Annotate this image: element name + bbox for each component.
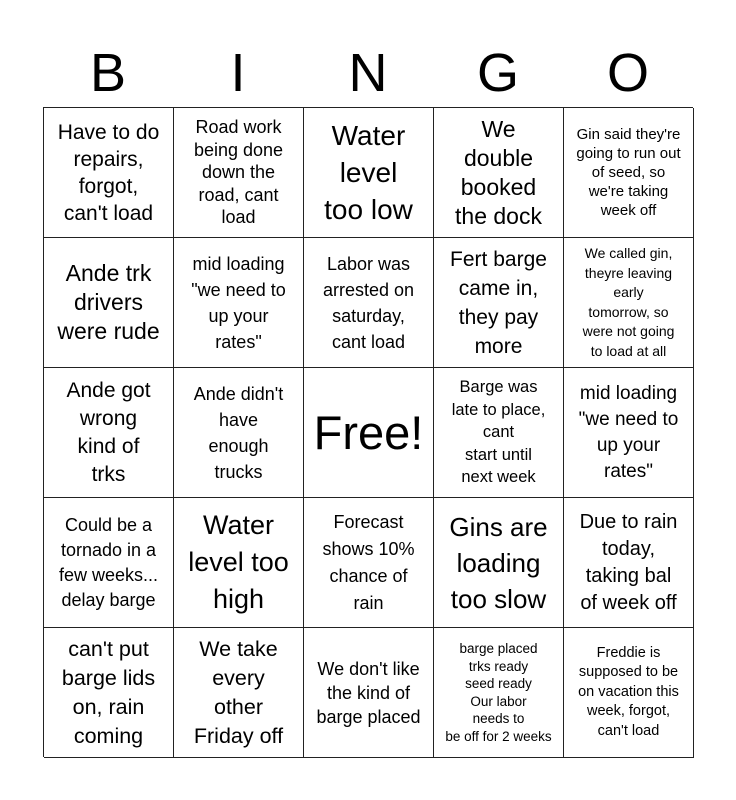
header-letter-b: B [89,43,127,103]
bingo-cell-r2c3[interactable] [304,238,434,368]
cell-text: Ande trk drivers were rude [57,260,160,344]
bingo-cell-r4c4[interactable] [434,498,564,628]
bingo-board [43,107,693,757]
cell-text: mid loading "we need to up your rates" [191,253,286,352]
cell-text: We don't like the kind of barge placed [316,658,421,727]
bingo-cell-r1c4[interactable] [434,108,564,238]
bingo-cell-r4c3[interactable] [304,498,434,628]
cell-text: Freddie is supposed to be on vacation this week, forgot, can't load [578,644,679,739]
cell-text: Due to rain today, taking bal of week off [579,510,678,614]
bingo-cell-r2c2[interactable] [174,238,304,368]
bingo-cell-r5c2[interactable] [174,628,304,758]
bingo-cell-r3c1[interactable] [44,368,174,498]
bingo-cell-r1c5[interactable] [564,108,694,238]
bingo-cell-free[interactable] [304,368,434,498]
cell-text: Labor was arrested on saturday, cant load [322,253,415,352]
bingo-cell-r4c5[interactable] [564,498,694,628]
cell-text: Gin said they're going to run out of seed, so we're taking week off [576,126,681,219]
bingo-cell-r2c4[interactable] [434,238,564,368]
cell-text: Barge was late to place, cant start until next week [451,378,546,487]
cell-text: We double booked the dock [455,115,542,229]
free-space-text: Free! [313,405,424,459]
bingo-cell-r4c2[interactable] [174,498,304,628]
cell-text: Could be a tornado in a few weeks... delay barge [58,514,159,610]
cell-text: We take every other Friday off [193,636,284,748]
bingo-cell-r3c4[interactable] [434,368,564,498]
cell-text: can't put barge lids on, rain coming [61,636,156,748]
cell-text: Ande didn't have enough trucks [193,383,284,482]
cell-text: mid loading "we need to up your rates" [578,382,679,482]
bingo-cell-r5c5[interactable] [564,628,694,758]
bingo-cell-r3c2[interactable] [174,368,304,498]
bingo-cell-r1c2[interactable] [174,108,304,238]
cell-text: Forecast shows 10% chance of rain [322,511,415,613]
bingo-cell-r5c3[interactable] [304,628,434,758]
bingo-cell-r4c1[interactable] [44,498,174,628]
bingo-cell-r1c1[interactable] [44,108,174,238]
bingo-cell-r2c5[interactable] [564,238,694,368]
cell-text: Gins are loading too slow [449,511,548,614]
cell-text: Have to do repairs, forgot, can't load [57,120,160,225]
cell-text: Fert barge came in, they pay more [450,247,547,358]
bingo-cell-r5c1[interactable] [44,628,174,758]
header-letter-g: G [476,43,519,103]
header-letter-i: I [230,43,246,103]
cell-text: We called gin, theyre leaving early tomorrow, so were not going to load at all [582,245,675,359]
cell-text: Water level too high [188,510,289,614]
header-letter-n: N [348,43,388,103]
cell-text: Water level too low [324,120,413,225]
bingo-cell-r3c5[interactable] [564,368,694,498]
bingo-cell-r1c3[interactable] [304,108,434,238]
cell-text: barge placed trks ready seed ready Our labor needs to be off for 2 weeks [445,641,552,744]
bingo-header [43,40,693,106]
cell-text: Road work being done down the road, cant load [193,117,284,228]
header-letter-o: O [606,43,649,103]
cell-text: Ande got wrong kind of trks [66,378,151,486]
bingo-cell-r5c4[interactable] [434,628,564,758]
bingo-cell-r2c1[interactable] [44,238,174,368]
